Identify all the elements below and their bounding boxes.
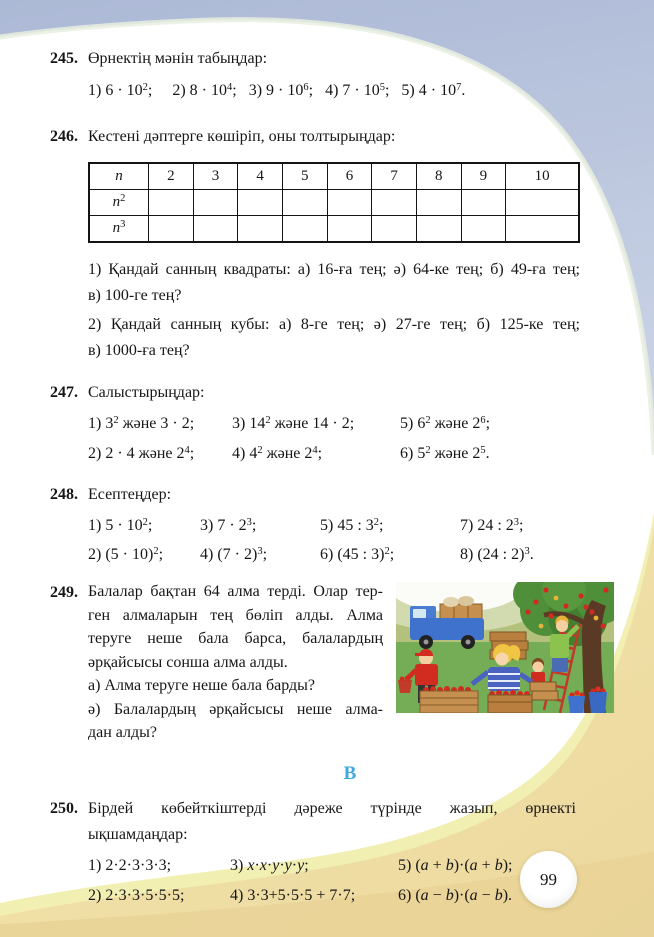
table-cell [461,216,506,243]
table-cell [461,190,506,216]
page-number-badge [520,851,577,908]
table-cell: 6 [327,163,372,190]
table-cell: 5 [282,163,327,190]
task-number: 247. [50,384,78,401]
exercise-item: 8) (24 : 2)$^3$. [460,546,534,563]
task-number: 249. [50,584,78,601]
text-line: ә) Балалардың әрқайсысы неше алма- [88,700,383,718]
table-cell [149,190,194,216]
text-line: теруге неше бала барса, балалардың [88,630,383,647]
table-cell [327,216,372,243]
exercise-item: 4) $(7 \cdot 2)^3$; [200,546,268,563]
exercise-item: 6) $5^2$ және $2^5$. [400,445,490,462]
exercise-item: 5) $6^2$ және $2^6$; [400,415,491,432]
exercise-item: 6) (45 : 3)$^2$; [320,546,395,563]
task-title [88,796,614,848]
table-cell: 8 [416,163,461,190]
question-2 [88,312,580,364]
exercise-item: 3) $7 \cdot 2^3$; [200,517,257,534]
exercise-item: 3) $14^2$ және 14 · 2; [232,415,355,432]
exercise-item: 1) $5 \cdot 10^2$; [88,517,153,534]
exercise-item: 1) $3^2$ және 3 · 2; [88,415,195,432]
exercise-items: 1) $6 \cdot 10^2$; 2) $8 \cdot 10^4$; 3) $9 \cdot 10^6$; 4) $7 \cdot 10^5$; 5) $4 \cdot 10^7$. [88,82,466,99]
table-cell: 2 [149,163,194,190]
table-row [89,190,579,216]
exercise-item: 2) $(5 \cdot 10)^2$; [88,546,164,563]
exercise-item: 3) x·x·y·y·y; [230,856,309,874]
exercise-grid [88,409,614,469]
task-title: Кестені дәптерге көшіріп, оны толтырыңдар: [88,128,396,145]
task-248 [50,482,614,569]
table-row [89,216,579,243]
row-header-cell: $n^3$ [89,216,149,243]
text-line: ген алмаларын тең бөліп алды. Алма [88,606,383,624]
table-cell [416,216,461,243]
table-cell: 7 [372,163,417,190]
table-cell [282,190,327,216]
table-cell [506,216,579,243]
text-line: в) 100-ге тең? [88,287,182,304]
table-cell [238,216,283,243]
page-number: 99 [540,869,557,889]
task-title: Есептеңдер: [88,486,172,503]
table-cell [149,216,194,243]
task-title: Өрнектің мәнін табыңдар: [88,50,268,67]
text-line: Бірдей көбейткіштерді дәреже түрінде жазып, өрнекті [88,799,576,817]
question-1 [88,257,580,309]
exercise-item: 5) 45 : $3^2$; [320,517,384,534]
task-247 [50,380,614,469]
task-number: 245. [50,50,78,67]
orchard-illustration [396,582,614,713]
table-cell [372,190,417,216]
task-245 [50,46,614,104]
exercise-row [88,439,614,469]
exercise-item: 7) 24 : $2^3$; [460,517,524,534]
table-cell: 3 [193,163,238,190]
table-row [89,163,579,190]
exercise-item: 4) $4^2$ және $2^4$; [232,445,323,462]
text-line: 2) Қандай санның кубы: а) 8-ге тең; ә) 27-ге тең; б) 125-ке тең; [88,316,580,333]
exercise-row [88,511,614,540]
table-cell [416,190,461,216]
exercise-item: 6) (a − b)·(a − b). [398,886,513,904]
table-cell: 4 [238,163,283,190]
table-cell [238,190,283,216]
text-line: 1) Қандай санның квадраты: а) 16-ға тең; ә) 64-ке тең; б) 49-ға тең; [88,261,580,278]
table-cell: 10 [506,163,579,190]
row-header-cell: n [89,163,149,190]
table-cell [506,190,579,216]
text-line: дан алды? [88,724,158,741]
text-line: Балалар бақтан 64 алма терді. Олар тер- [88,583,383,600]
powers-table [88,162,580,243]
task-title: Салыстырыңдар: [88,384,205,401]
exercise-row [88,409,614,439]
row-header-cell: $n^2$ [89,190,149,216]
table-cell [372,216,417,243]
task-246 [50,124,614,364]
section-b-heading: В [343,762,357,784]
exercise-row [88,540,614,569]
exercise-item: 5) (a + b)·(a + b); [398,856,513,874]
text-line: әрқайсысы сонша алма алды. [88,653,288,671]
exercise-grid [88,511,614,569]
table-cell: 9 [461,163,506,190]
table-cell [193,190,238,216]
text-line: а) Алма теруге неше бала барды? [88,677,315,694]
exercise-item: 2) 2·3·3·5·5·5; [88,886,185,904]
task-number: 246. [50,128,78,145]
word-problem-text [88,580,383,745]
exercise-item: 2) 2 · 4 және $2^4$; [88,445,195,462]
task-number: 248. [50,486,78,503]
task-number: 250. [50,799,78,817]
table-cell [327,190,372,216]
table-cell [193,216,238,243]
task-249 [50,580,614,745]
text-line: в) 1000-ға тең? [88,342,190,359]
text-line: ықшамдаңдар: [88,825,188,843]
exercise-item: 1) 2·2·3·3·3; [88,856,172,874]
table-cell [282,216,327,243]
exercise-item: 4) 3·3+5·5·5 + 7·7; [230,886,356,904]
